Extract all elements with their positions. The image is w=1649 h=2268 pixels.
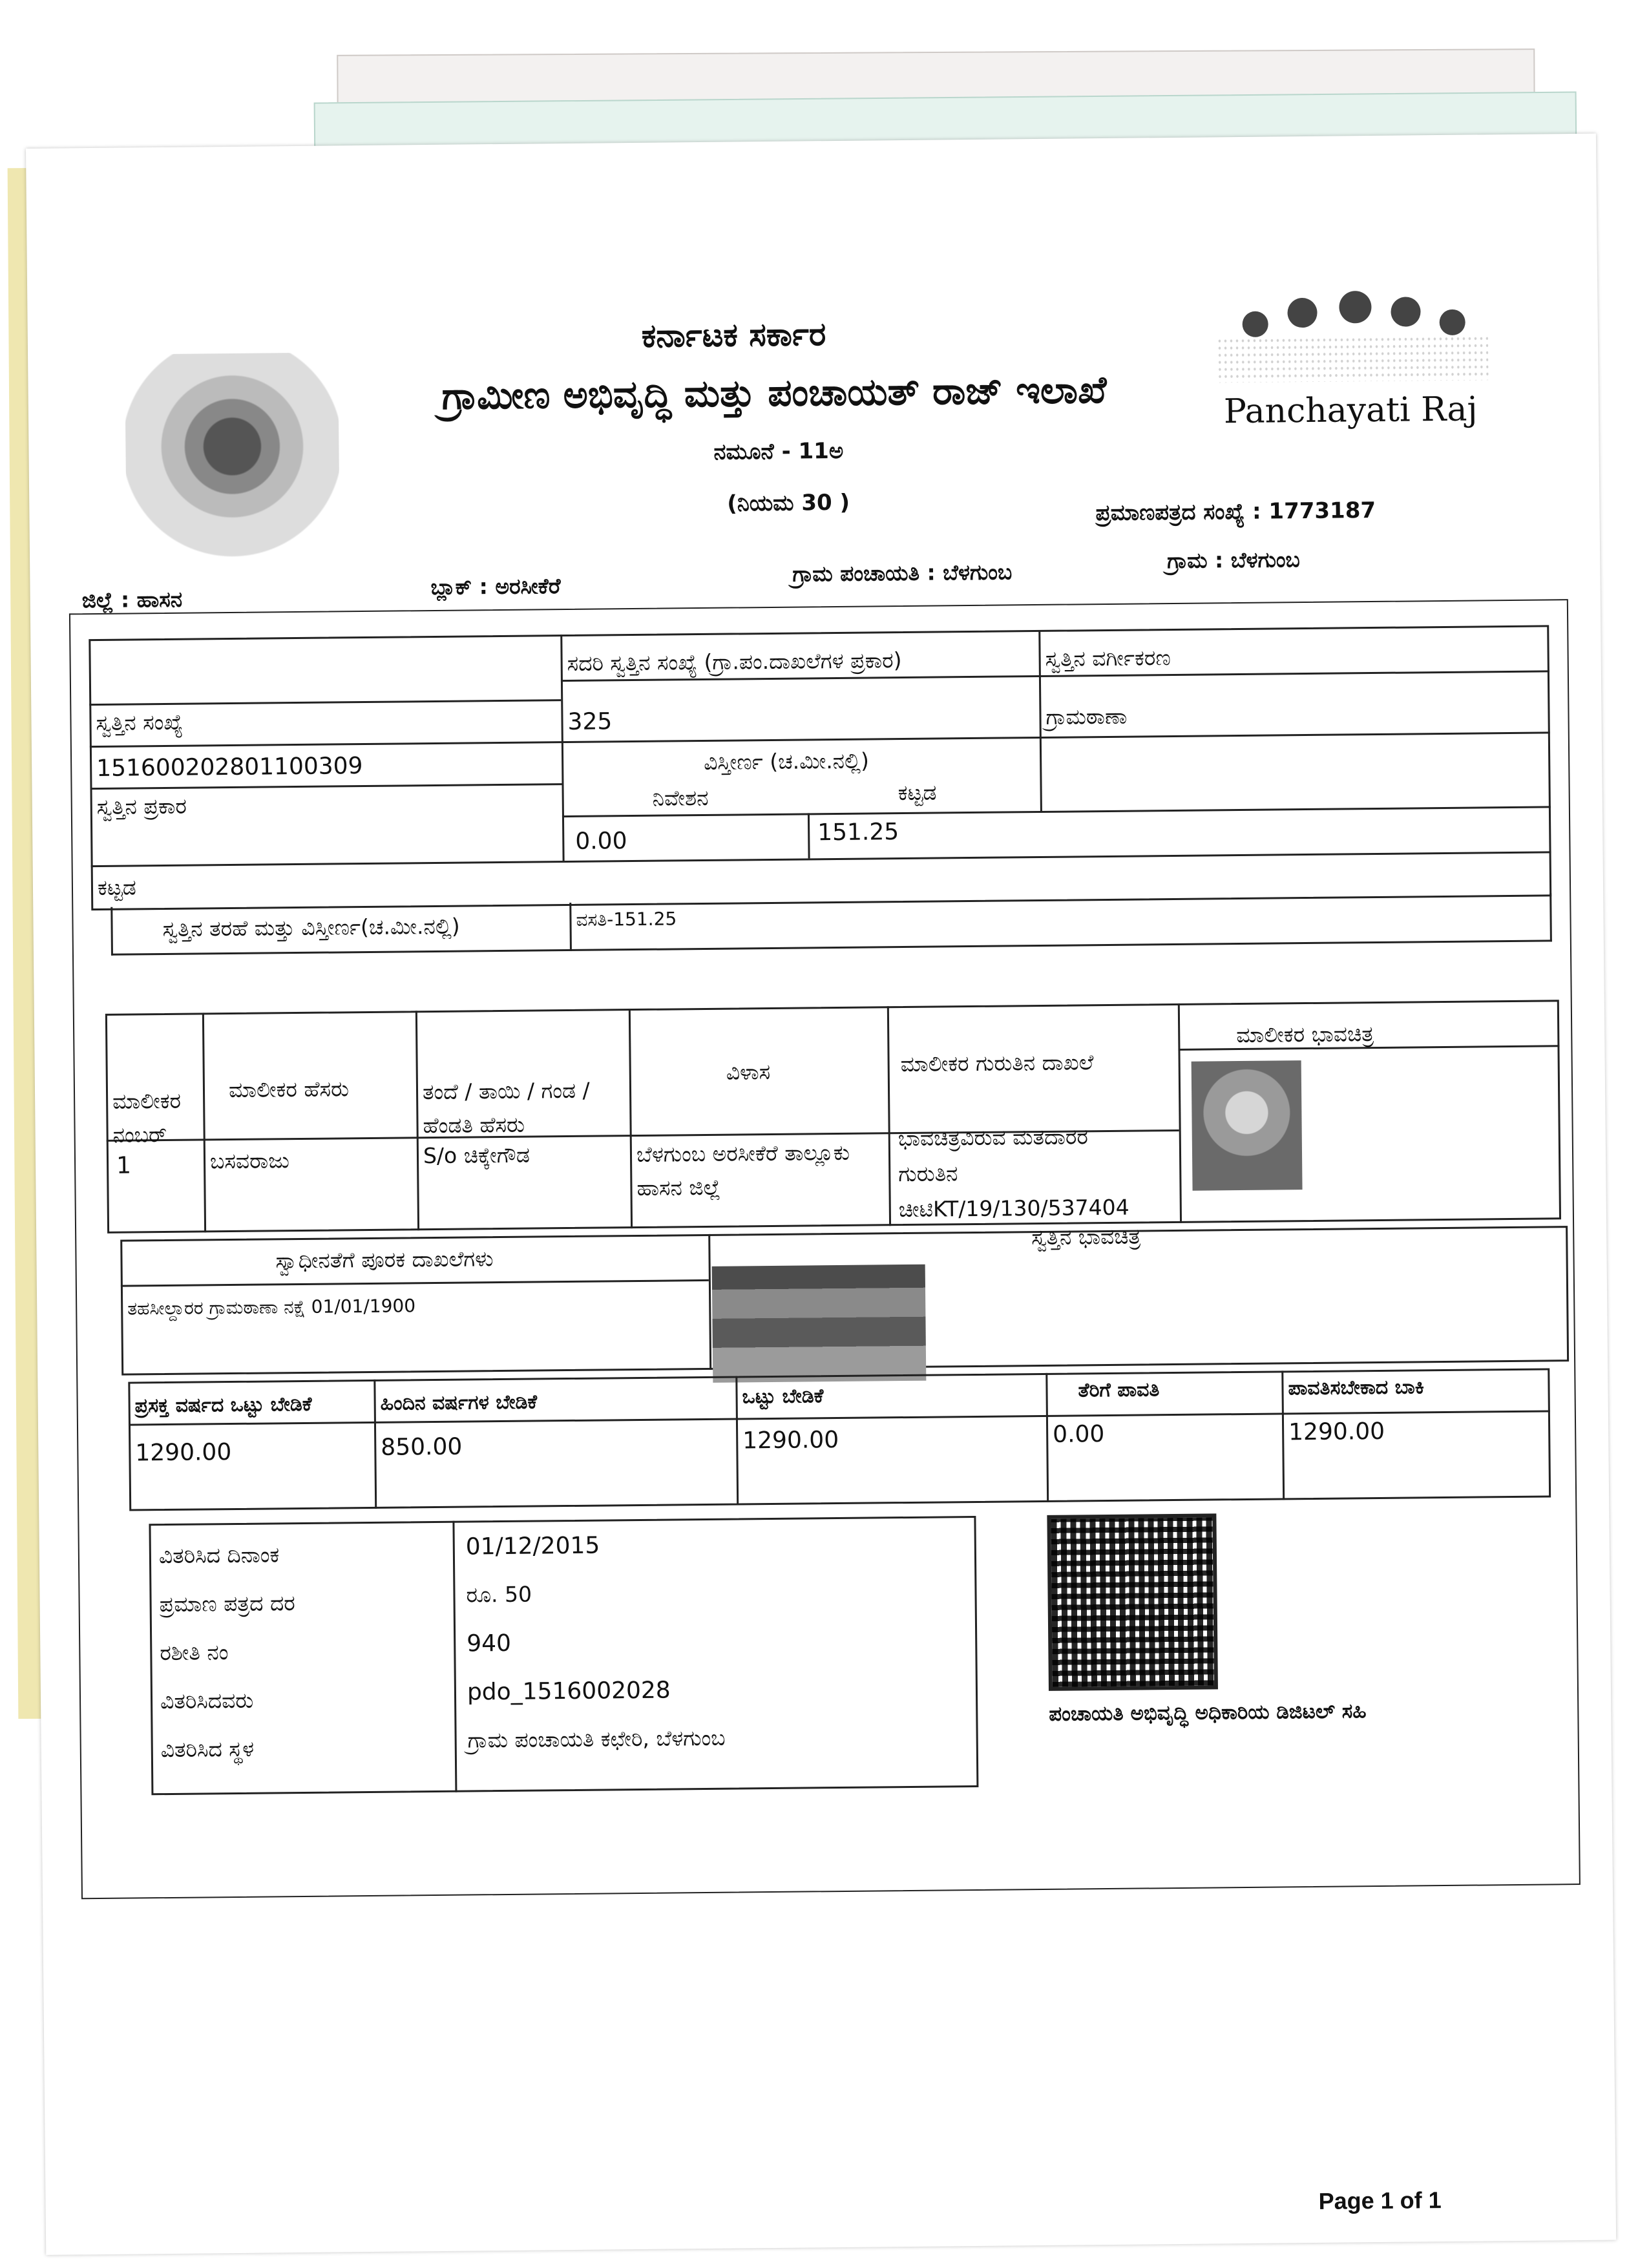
classification-label: ಸ್ವತ್ತಿನ ವರ್ಗೀಕರಣ (1045, 645, 1171, 671)
supporting-docs-value: ತಹಸೀಲ್ದಾರರ ಗ್ರಾಮಠಾಣಾ ನಕ್ಷೆ 01/01/1900 (127, 1295, 416, 1319)
tax-total-value: 1290.00 (742, 1427, 839, 1454)
property-photo-label: ಸ್ವತ್ತಿನ ಭಾವಚಿತ್ರ (1031, 1223, 1141, 1250)
property-type-value: ಕಟ್ಟಡ (97, 874, 136, 900)
place-value: ಗ್ರಾಮ ಪಂಚಾಯತಿ ಕಛೇರಿ, ಬೆಳಗುಂಬ (467, 1725, 726, 1753)
tax-due-label: ಪಾವತಿಸಬೇಕಾದ ಬಾಕಿ (1288, 1376, 1424, 1400)
receipt-value: 940 (467, 1630, 512, 1657)
owner-id-header: ಮಾಲೀಕರ ಗುರುತಿನ ದಾಖಲೆ (900, 1049, 1094, 1077)
property-id-value: 151600202801100309 (96, 753, 363, 782)
place-label: ವಿತರಿಸಿದ ಸ್ಥಳ (160, 1736, 255, 1763)
tax-previous-value: 850.00 (381, 1433, 463, 1461)
village: ಗ್ರಾಮ : ಬೆಳಗುಂಬ (1167, 547, 1300, 574)
property-id-label: ಸ್ವತ್ತಿನ ಸಂಖ್ಯೆ (96, 709, 184, 735)
usage-value: ವಸತಿ-151.25 (576, 908, 677, 930)
fee-value: ರೂ. 50 (466, 1581, 532, 1608)
supporting-docs-label: ಸ್ವಾಧೀನತೆಗೆ ಪೂರಕ ದಾಖಲೆಗಳು (275, 1246, 494, 1274)
panchayati-raj-logo (1216, 283, 1489, 454)
receipt-label: ರಶೀತಿ ನಂ (160, 1639, 229, 1666)
area-label: ವಿಸ್ತೀರ್ಣ (ಚ.ಮೀ.ನಲ್ಲಿ) (703, 748, 870, 775)
owner-name: ಬಸವರಾಜು (209, 1148, 290, 1174)
owner-address-header: ವಿಳಾಸ (726, 1059, 771, 1085)
classification-value: ಗ್ರಾಮಠಾಣಾ (1045, 703, 1128, 730)
issue-date: 01/12/2015 (465, 1532, 600, 1560)
karnataka-emblem-icon (125, 352, 340, 561)
tax-due-value: 1290.00 (1288, 1418, 1385, 1446)
owner-name-header: ಮಾಲೀಕರ ಹೆಸರು (228, 1076, 350, 1103)
page-number: Page 1 of 1 (1318, 2187, 1442, 2214)
gram-panchayat: ಗ್ರಾಮ ಪಂಚಾಯತಿ : ಬೆಳಗುಂಬ (792, 559, 1013, 587)
qr-code (1047, 1513, 1218, 1691)
property-type-label: ಸ್ವತ್ತಿನ ಪ್ರಕಾರ (96, 793, 187, 819)
form-number: ನಮೂನೆ - 11ಅ (713, 437, 844, 465)
site-label: ನಿವೇಶನ (652, 784, 709, 811)
building-area-value: 151.25 (817, 819, 899, 846)
owner-num-header: ಮಾಲೀಕರ ನಂಬರ್ (112, 1087, 182, 1148)
block: ಬ್ಲಾಕ್ : ಅರಸೀಕೆರೆ (430, 573, 561, 600)
owner-photo (1192, 1060, 1303, 1191)
issuer-value: pdo_1516002028 (467, 1677, 671, 1706)
owner-address: ಬೆಳಗುಂಬ ಅರಸೀಕೆರೆ ತಾಲ್ಲೂಕು ಹಾಸನ ಜಿಲ್ಲೆ (636, 1139, 850, 1201)
sadari-number-value: 325 (567, 708, 613, 735)
owner-num: 1 (116, 1152, 132, 1179)
usage-label: ಸ್ವತ್ತಿನ ತರಹೆ ಮತ್ತು ವಿಸ್ತೀರ್ಣ(ಚ.ಮೀ.ನಲ್ಲಿ) (162, 913, 460, 942)
tax-paid-label: ತೆರಿಗೆ ಪಾವತಿ (1078, 1378, 1160, 1402)
sadari-number-label: ಸದರಿ ಸ್ವತ್ತಿನ ಸಂಖ್ಯೆ (ಗ್ರಾ.ಪಂ.ದಾಖಲೆಗಳ ಪ್ರಕಾರ) (567, 647, 902, 676)
digital-signature-label: ಪಂಚಾಯತಿ ಅಭಿವೃದ್ಧಿ ಅಧಿಕಾರಿಯ ಡಿಜಿಟಲ್ ಸಹಿ (1049, 1699, 1367, 1726)
panchayati-raj-text: Panchayati Raj (1223, 390, 1478, 432)
tax-paid-value: 0.00 (1052, 1421, 1105, 1448)
owner-parent: S/o ಚಿಕ್ಕೇಗೌಡ (423, 1142, 530, 1169)
rule-number: (ನಿಯಮ 30 ) (727, 489, 850, 517)
owner-photo-header: ಮಾಲೀಕರ ಭಾವಚಿತ್ರ (1236, 1021, 1374, 1048)
tax-current-label: ಪ್ರಸಕ್ತ ವರ್ಷದ ಒಟ್ಟು ಬೇಡಿಕೆ (134, 1392, 312, 1418)
dept-title: ಗ್ರಾಮೀಣ ಅಭಿವೃದ್ಧಿ ಮತ್ತು ಪಂಚಾಯತ್ ರಾಜ್ ಇಲಾಖೆ (441, 367, 1107, 418)
certificate-page (26, 134, 1616, 2255)
tax-current-value: 1290.00 (135, 1439, 232, 1467)
govt-title: ಕರ್ನಾಟಕ ಸರ್ಕಾರ (641, 315, 826, 355)
tax-previous-label: ಹಿಂದಿನ ವರ್ಷಗಳ ಬೇಡಿಕೆ (380, 1391, 538, 1415)
district: ಜಿಲ್ಲೆ : ಹಾಸನ (81, 586, 183, 613)
owner-parent-header: ತಂದೆ / ತಾಯಿ / ಗಂಡ / ಹೆಂಡತಿ ಹೆಸರು (422, 1077, 590, 1139)
owner-id-doc-line3: ಚೀಟಿKT/19/130/537404 (898, 1194, 1129, 1223)
tax-total-label: ಒಟ್ಟು ಬೇಡಿಕೆ (742, 1385, 824, 1409)
issue-date-label: ವಿತರಿಸಿದ ದಿನಾಂಕ (158, 1542, 280, 1569)
fee-label: ಪ್ರಮಾಣ ಪತ್ರದ ದರ (159, 1590, 295, 1617)
owner-id-doc-line2: ಗುರುತಿನ (898, 1160, 958, 1187)
property-photo (712, 1265, 927, 1383)
certificate-number: ಪ್ರಮಾಣಪತ್ರದ ಸಂಖ್ಯೆ : 1773187 (1095, 497, 1376, 527)
site-area-value: 0.00 (575, 828, 627, 855)
owner-id-doc-line1: ಭಾವಚಿತ್ರವಿರುವ ಮತದಾರರ (898, 1124, 1089, 1151)
building-label: ಕಟ್ಟಡ (898, 779, 937, 806)
issuer-label: ವಿತರಿಸಿದವರು (160, 1687, 254, 1714)
